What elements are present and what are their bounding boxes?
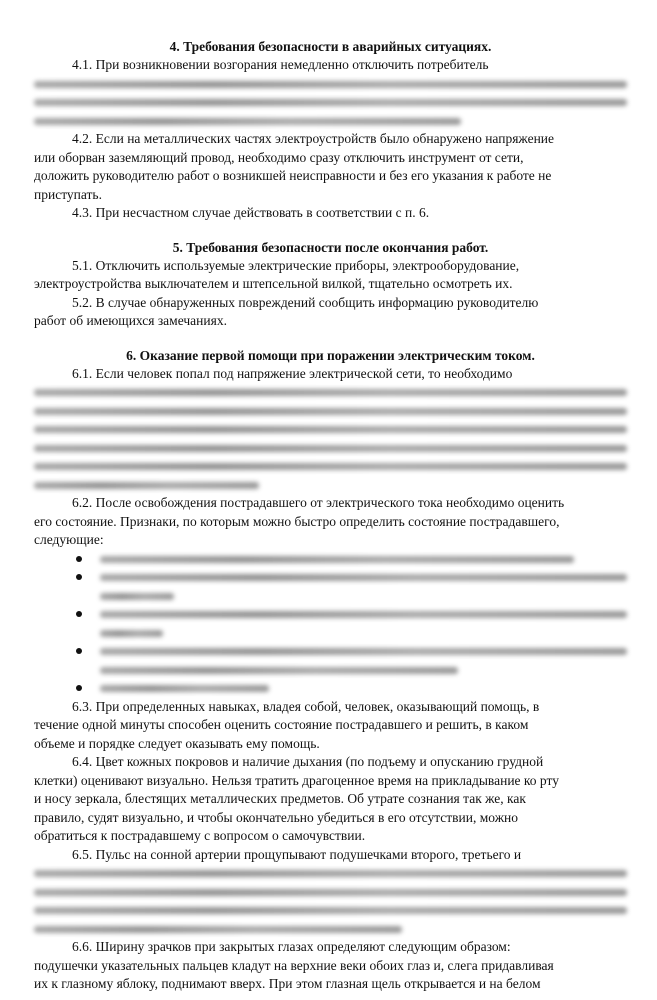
paragraph-line: 5.2. В случае обнаруженных повреждений сообщить информацию руководителю — [72, 294, 539, 310]
paragraph-line: 6.3. При определенных навыках, владея собой, человек, оказывающий помощь, в — [72, 698, 540, 714]
blurred-text-line — [34, 864, 627, 883]
blurred-text-line — [34, 93, 627, 112]
paragraph-5-1 — [34, 257, 627, 294]
paragraph-line: 4.3. При несчастном случае действовать в соответствии с п. 6. — [72, 205, 430, 220]
paragraph-6-4 — [34, 753, 627, 846]
blurred-text-line — [34, 457, 627, 476]
section-4-title: 4. Требования безопасности в аварийных ситуациях. — [169, 39, 492, 54]
list-item — [34, 568, 627, 605]
bullet-icon — [76, 574, 82, 580]
blurred-text-line — [34, 383, 627, 402]
blurred-text-line — [100, 605, 627, 624]
blurred-text-line — [100, 679, 627, 698]
paragraph-line: приступать. — [34, 186, 102, 202]
blurred-text-line — [100, 642, 627, 661]
paragraph-line: 6.6. Ширину зрачков при закрытых глазах определяют следующим образом: — [72, 939, 511, 954]
bullet-icon — [76, 685, 82, 691]
paragraph-line: следующие: — [34, 532, 104, 547]
blurred-text-line — [100, 587, 627, 606]
blurred-text-line — [34, 883, 627, 902]
list-item — [34, 605, 627, 642]
paragraph-6-6 — [34, 938, 627, 994]
paragraph-line: течение одной минуты способен оценить состояние пострадавшего и решить, в каком — [34, 717, 529, 732]
blurred-text-line — [34, 439, 627, 458]
blurred-text-line — [34, 420, 627, 439]
paragraph-6-1 — [34, 365, 627, 495]
paragraph-6-2 — [34, 494, 627, 550]
paragraph-line: доложить руководителю работ о возникшей неисправности и без его указания к работе не — [34, 168, 552, 183]
paragraph-line: работ об имеющихся замечаниях. — [34, 313, 227, 328]
blurred-text-line — [100, 624, 627, 643]
paragraph-6-3 — [34, 698, 627, 754]
bullet-icon — [76, 556, 82, 562]
paragraph-line: 6.1. Если человек попал под напряжение электрической сети, то необходимо — [72, 365, 513, 381]
paragraph-line: клетки) оценивают визуально. Нельзя тратить драгоценное время на прикладывание ко рту — [34, 772, 559, 788]
blurred-text-line — [100, 568, 627, 587]
paragraph-5-2 — [34, 294, 627, 331]
bullet-icon — [76, 648, 82, 654]
bullet-icon — [76, 611, 82, 617]
blurred-text-line — [34, 112, 627, 131]
paragraph-4-2 — [34, 130, 627, 204]
paragraph-line: объеме и порядке следует оказывать ему помощь. — [34, 735, 320, 751]
paragraph-line: 6.5. Пульс на сонной артерии прощупывают подушечками второго, третьего и — [72, 846, 522, 862]
list-item — [34, 642, 627, 679]
paragraph-line: обратиться к пострадавшему с вопросом о самочувствии. — [34, 828, 366, 843]
paragraph-line: 4.2. Если на металлических частях электроустройств было обнаружено напряжение — [72, 131, 555, 146]
paragraph-4-3 — [34, 204, 627, 223]
list-item — [34, 679, 627, 698]
paragraph-line: подушечки указательных пальцев кладут на верхние веки обоих глаз и, слега придавливая — [34, 957, 554, 973]
paragraph-line: правило, судят визуально, и чтобы окончательно убедиться в его отсутствии, можно — [34, 809, 519, 825]
paragraph-line: 5.1. Отключить используемые электрические приборы, электрооборудование, — [72, 257, 520, 273]
paragraph-line: 6.2. После освобождения пострадавшего от электрического тока необходимо оценить — [72, 495, 565, 510]
blurred-text-line — [34, 476, 627, 495]
paragraph-line: 6.4. Цвет кожных покровов и наличие дыхания (по подъему и опусканию грудной — [72, 754, 544, 769]
paragraph-line: электроустройства выключателем и штепсельной вилкой, тщательно осмотреть их. — [34, 276, 513, 291]
blurred-text-line — [34, 402, 627, 421]
paragraph-line: его состояние. Признаки, по которым можно быстро определить состояние пострадавшего, — [34, 513, 560, 529]
paragraph-line: или оборван заземляющий провод, необходимо сразу отключить инструмент от сети, — [34, 149, 524, 165]
blurred-text-line — [100, 550, 627, 569]
paragraph-line: их к глазному яблоку, поднимают вверх. При этом глазная щель открывается и на белом — [34, 976, 541, 991]
paragraph-4-1-line: 4.1. При возникновении возгорания немедленно отключить потребитель — [72, 57, 489, 72]
section-5-title: 5. Требования безопасности после окончания работ. — [172, 239, 489, 255]
paragraph-6-5 — [34, 846, 627, 939]
paragraph-line: и носу зеркала, блестящих металлических предметов. Об утрате сознания так же, как — [34, 791, 526, 806]
paragraph-4-1 — [34, 56, 627, 130]
blurred-text-line — [34, 920, 627, 939]
blurred-text-line — [34, 901, 627, 920]
symptoms-list — [34, 550, 627, 698]
blurred-text-line — [100, 661, 627, 680]
section-6-title: 6. Оказание первой помощи при поражении электрическим током. — [126, 347, 535, 363]
blurred-text-line — [34, 75, 627, 94]
list-item — [34, 550, 627, 569]
